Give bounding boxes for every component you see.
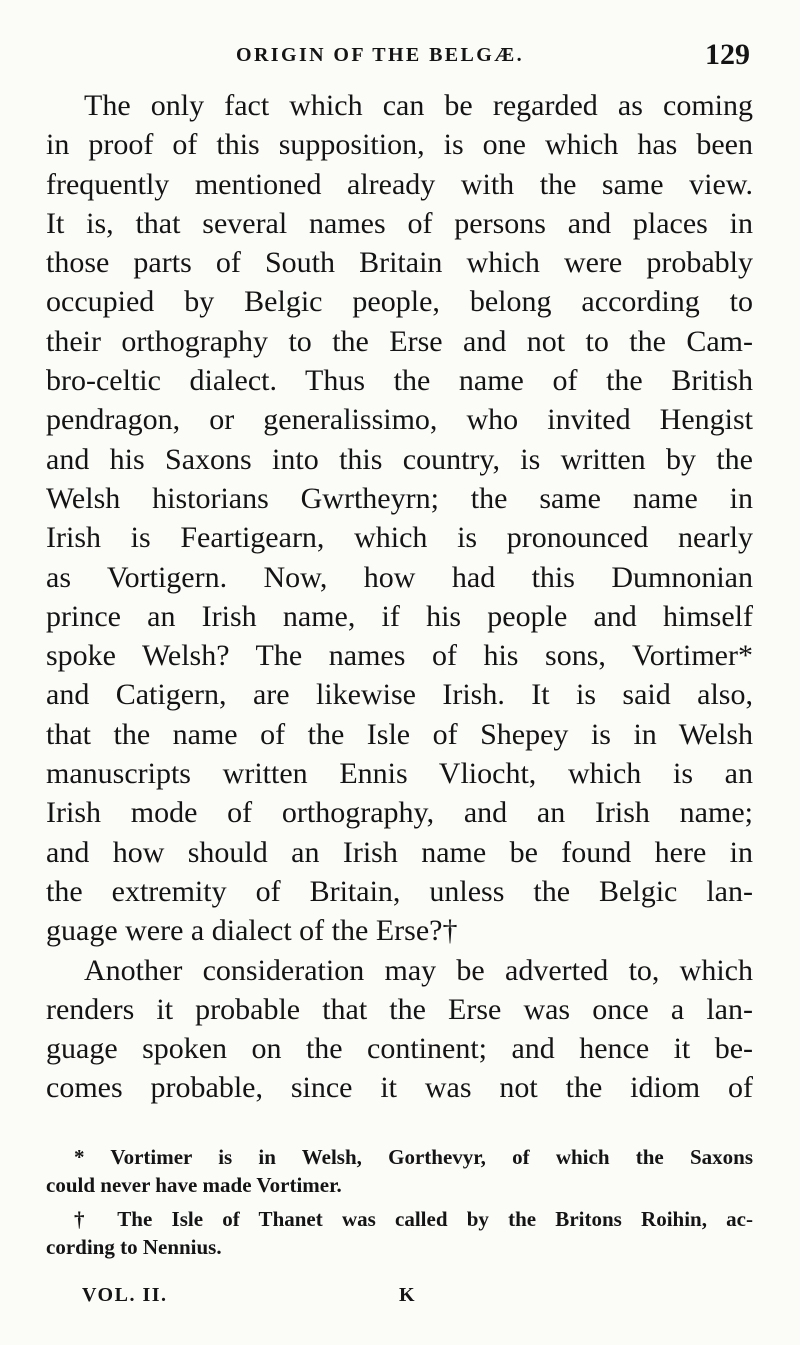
text-line: those parts of South Britain which were probably — [46, 246, 753, 280]
text-line: Irish mode of orthography, and an Irish name; — [46, 796, 753, 830]
page-header — [46, 36, 750, 76]
text-line: manuscripts written Ennis Vliocht, which is an — [46, 757, 753, 791]
footnotes — [46, 1143, 753, 1261]
text-line: their orthography to the Erse and not to the Cam- — [46, 324, 753, 358]
text-line: guage were a dialect of the Erse?† — [46, 914, 458, 948]
text-line: It is, that several names of persons and places in — [46, 206, 753, 240]
text-line: that the name of the Isle of Shepey is in Welsh — [46, 717, 753, 751]
footnote-line: could never have made Vortimer. — [46, 1173, 342, 1197]
text-line: occupied by Belgic people, belong according to — [46, 285, 753, 319]
text-line: in proof of this supposition, is one which has been — [46, 128, 753, 162]
footnote-line: * Vortimer is in Welsh, Gorthevyr, of which the Saxons — [74, 1145, 753, 1169]
page-number: 129 — [705, 38, 750, 71]
footnote-line: cording to Nennius. — [46, 1235, 222, 1259]
footnote-line: † The Isle of Thanet was called by the Britons Roihin, ac- — [74, 1207, 753, 1231]
text-line: frequently mentioned already with the same view. — [46, 167, 753, 201]
text-line: spoke Welsh? The names of his sons, Vortimer* — [46, 639, 753, 673]
text-line: guage spoken on the continent; and hence it be- — [46, 1032, 753, 1066]
text-line: and his Saxons into this country, is written by the — [46, 442, 753, 476]
text-line: renders it probable that the Erse was once a lan- — [46, 992, 753, 1026]
text-line: the extremity of Britain, unless the Belgic lan- — [46, 874, 753, 908]
text-line: and Catigern, are likewise Irish. It is said also, — [46, 678, 753, 712]
text-line: Another consideration may be adverted to, which — [84, 953, 753, 987]
text-line: and how should an Irish name be found here in — [46, 835, 753, 869]
text-line: bro-celtic dialect. Thus the name of the British — [46, 364, 753, 398]
text-line: The only fact which can be regarded as coming — [84, 89, 753, 122]
text-line: prince an Irish name, if his people and himself — [46, 599, 753, 633]
signature-line — [46, 1284, 416, 1314]
text-line: as Vortigern. Now, how had this Dumnonian — [46, 560, 753, 594]
signature-mark: K — [398, 1284, 416, 1306]
text-line: pendragon, or generalissimo, who invited Hengist — [46, 403, 753, 437]
volume-label: VOL. II. — [82, 1284, 168, 1306]
text-line: Irish is Feartigearn, which is pronounced nearly — [46, 521, 753, 555]
running-head: ORIGIN OF THE BELGÆ. — [236, 44, 525, 66]
text-line: comes probable, since it was not the idiom of — [46, 1071, 753, 1105]
text-line: Welsh historians Gwrtheyrn; the same name in — [46, 481, 753, 515]
body-text — [46, 86, 753, 1108]
